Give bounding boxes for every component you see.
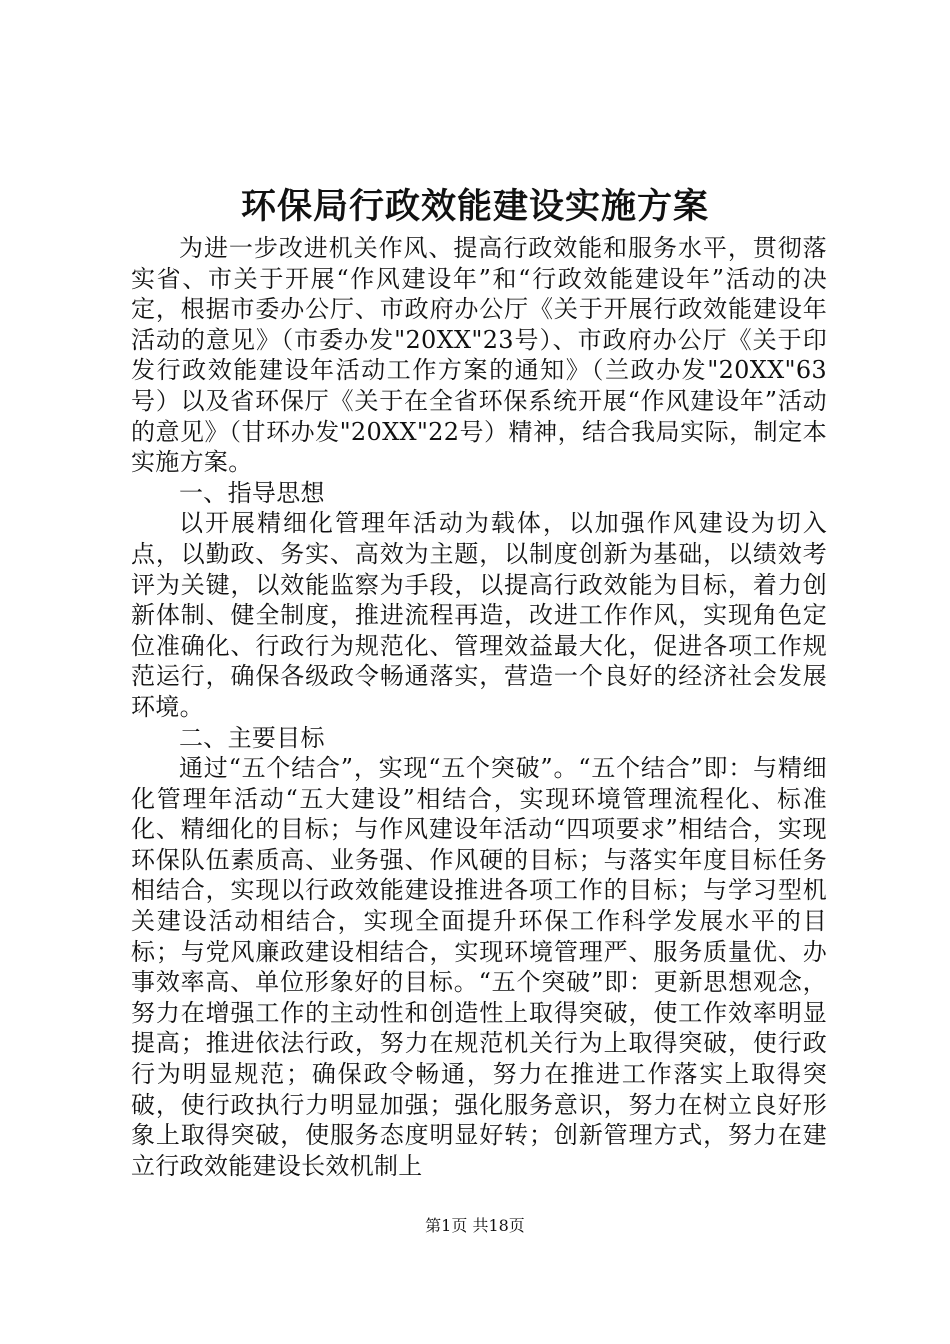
section-heading-guiding-thought: 一、指导思想 <box>179 478 325 507</box>
main-goals-paragraph: 通过“五个结合”，实现“五个突破”。“五个结合”即：与精细化管理年活动“五大建设”相结合，实现环境管理流程化、标准化、精细化的目标；与作风建设年活动“四项要求”相结合，实现环保队伍素质高、业务强、作风硬的目标；与落实年度目标任务相结合，实现以行政效能建设推进各项工作的目标；与学习型机关建设活动相结合，实现全面提升环保工作科学发展水平的目标；与党风廉政建设相结合，实现环境管理严、服务质量优、办事效率高、单位形象好的目标。“五个突破”即：更新思想观念，努力在增强工作的主动性和创造性上取得突破，使工作效率明显提高；推进依法行政，努力在规范机关行为上取得突破，使行政行为明显规范；确保政令畅通，努力在推进工作落实上取得突破，使行政执行力明显加强；强化服务意识，努力在树立良好形象上取得突破，使服务态度明显好转；创新管理方式，努力在建立行政效能建设长效机制上 <box>131 754 827 1180</box>
section-heading-main-goals: 二、主要目标 <box>179 723 325 752</box>
guiding-thought-paragraph: 以开展精细化管理年活动为载体，以加强作风建设为切入点，以勤政、务实、高效为主题，以制度创新为基础，以绩效考评为关键，以效能监察为手段，以提高行政效能为目标，着力创新体制、健全制度，推进流程再造，改进工作作风，实现角色定位准确化、行政行为规范化、管理效益最大化，促进各项工作规范运行，确保各级政令畅通落实，营造一个良好的经济社会发展环境。 <box>131 509 827 721</box>
document-body <box>131 233 827 1181</box>
intro-paragraph: 为进一步改进机关作风、提高行政效能和服务水平，贯彻落实省、市关于开展“作风建设年”和“行政效能建设年”活动的决定，根据市委办公厅、市政府办公厅《关于开展行政效能建设年活动的意见》（市委办发"20XX"23号）、市政府办公厅《关于印发行政效能建设年活动工作方案的通知》（兰政办发"20XX"63号）以及省环保厅《关于在全省环保系统开展“作风建设年”活动的意见》（甘环办发"20XX"22号）精神，结合我局实际，制定本实施方案。 <box>131 234 827 477</box>
document-title: 环保局行政效能建设实施方案 <box>240 186 709 227</box>
page-number-footer: 第1页 共18页 <box>425 1216 525 1235</box>
